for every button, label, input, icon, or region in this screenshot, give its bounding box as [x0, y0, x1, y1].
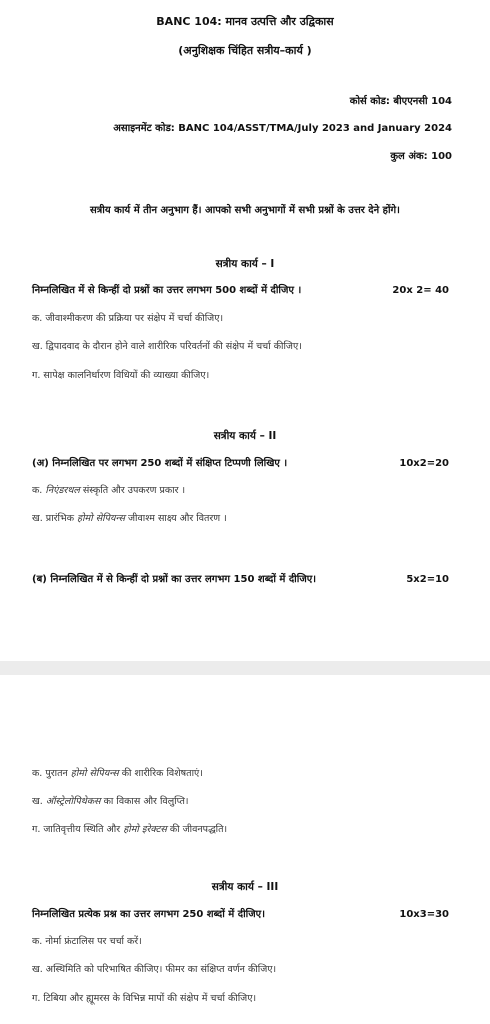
section-2a-question: (अ) निम्नलिखित पर लगभग 250 शब्दों में संक्षिप्त टिप्पणी लिखिए ।: [32, 458, 288, 469]
item-prefix: ग. जातिवृत्तीय स्थिति और: [32, 824, 121, 835]
item-text: संस्कृति और उपकरण प्रकार ।: [82, 485, 186, 496]
section-2a-item-b: [32, 514, 227, 524]
section-1-item-b: ख. द्विपादवाद के दौरान होने वाले शारीरिक परिवर्तनों की संक्षेप में चर्चा कीजिए।: [32, 341, 302, 352]
page-separator: [0, 661, 490, 675]
section-2a-marks: 10x2=20: [399, 458, 449, 469]
section-2b-item-a: [32, 769, 203, 779]
section-1-question: निम्नलिखित में से किन्हीं दो प्रश्नों का उत्तर लगभग 500 शब्दों में दीजिए ।: [32, 285, 302, 296]
section-2b-marks: 5x2=10: [406, 574, 449, 585]
section-3-item-a: क. नोर्मा फ्रंटालिस पर चर्चा करें।: [32, 936, 142, 947]
item-prefix: क. पुरातन: [32, 768, 68, 779]
section-1-marks: 20x 2= 40: [392, 285, 449, 296]
section-1-item-a: क. जीवाश्मीकरण की प्रक्रिया पर संक्षेप में चर्चा कीजिए।: [32, 313, 224, 324]
italic-term: होमो सेपियन्स: [77, 513, 125, 524]
section-2b-item-b: [32, 797, 189, 807]
document-subtitle: (अनुशिक्षक चिंहित सत्रीय–कार्य ): [178, 44, 312, 57]
document-title: BANC 104: मानव उत्पत्ति और उद्विकास: [156, 15, 334, 28]
section-2a-item-a: [32, 486, 185, 496]
section-2-heading: सत्रीय कार्य – II: [213, 430, 277, 442]
section-3-question: निम्नलिखित प्रत्येक प्रश्न का उत्तर लगभग 250 शब्दों में दीजिए।: [32, 909, 265, 920]
item-prefix: क.: [32, 485, 43, 496]
item-prefix: ख. प्रारंभिक: [32, 513, 74, 524]
item-text: की शारीरिक विशेषताएं।: [121, 768, 203, 779]
section-2b-item-c: [32, 825, 227, 835]
total-marks: कुल अंक: 100: [390, 151, 452, 162]
course-code: कोर्स कोड: बीएएनसी 104: [349, 96, 452, 107]
section-2b-question: (ब) निम्नलिखित में से किन्हीं दो प्रश्नों का उत्तर लगभग 150 शब्दों में दीजिए।: [32, 574, 317, 585]
document-page-2: [0, 675, 490, 1024]
italic-term: ऑस्ट्रेलोपिथेकस: [45, 796, 101, 807]
italic-term: होमो सेपियन्स: [70, 768, 119, 779]
instructions: सत्रीय कार्य में तीन अनुभाग हैं। आपको सभी अनुभागों में सभी प्रश्नों के उत्तर देने होंगे।: [90, 205, 400, 216]
item-text: का विकास और विलुप्ति।: [103, 796, 189, 807]
item-prefix: ख.: [32, 796, 43, 807]
section-1-heading: सत्रीय कार्य – I: [215, 258, 275, 270]
section-3-item-c: ग. टिबिया और ह्यूमरस के विभिन्न मापों की संक्षेप में चर्चा कीजिए।: [32, 993, 257, 1004]
italic-term: निएंडरथल: [45, 485, 80, 496]
assignment-code: असाइनमेंट कोड: BANC 104/ASST/TMA/July 2023 and January 2024: [113, 123, 452, 134]
section-3-heading: सत्रीय कार्य – III: [211, 881, 279, 893]
item-text: की जीवनपद्धति।: [169, 824, 228, 835]
italic-term: होमो इरेक्टस: [123, 824, 167, 835]
item-text: जीवाश्म साक्ष्य और वितरण ।: [128, 513, 227, 524]
section-3-marks: 10x3=30: [399, 909, 449, 920]
section-1-item-c: ग. सापेक्ष कालनिर्धारण विधियों की व्याख्या कीजिए।: [32, 370, 210, 381]
section-3-item-b: ख. अस्थिमिति को परिभाषित कीजिए। फीमर का संक्षिप्त वर्णन कीजिए।: [32, 964, 277, 975]
